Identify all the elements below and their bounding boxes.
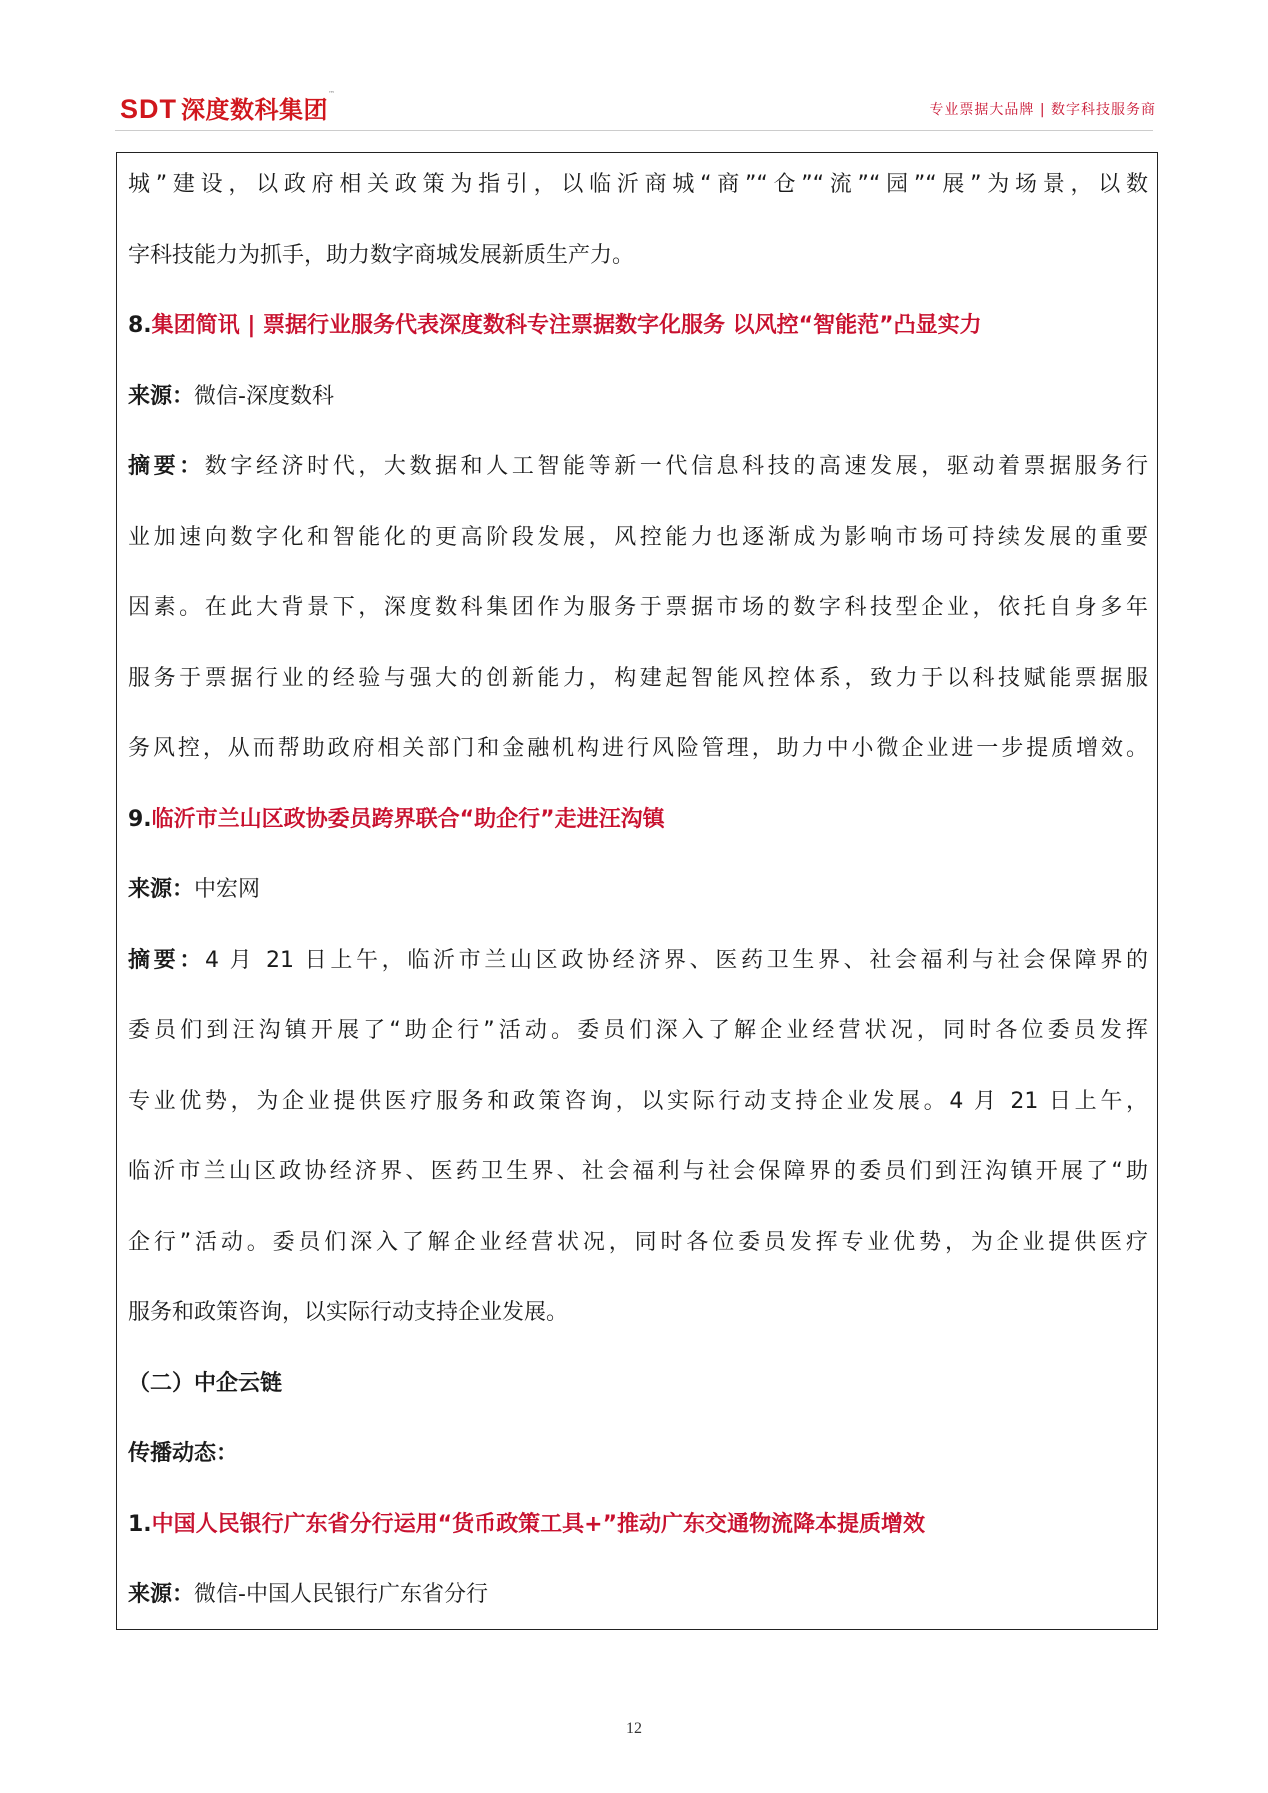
- summary-line: 业加速向数字化和智能化的更高阶段发展，风控能力也逐渐成为影响市场可持续发展的重要: [128, 524, 1148, 550]
- summary-line: 委员们到汪沟镇开展了“助企行”活动。委员们深入了解企业经营状况，同时各位委员发挥: [128, 1018, 1148, 1043]
- source-label: 来源：: [128, 1582, 195, 1607]
- source-line: [128, 1560, 1148, 1631]
- header-tagline: 专业票据大品牌 | 数字科技服务商: [929, 102, 1156, 118]
- source-label: 来源：: [128, 877, 195, 902]
- summary-label: 摘要：: [128, 947, 206, 973]
- summary-line: 企行”活动。委员们深入了解企业经营状况，同时各位委员发挥专业优势，为企业提供医疗: [128, 1229, 1148, 1255]
- item-number: 9.: [128, 806, 152, 832]
- summary-line: 务风控，从而帮助政府相关部门和金融机构进行风险管理，助力中小微企业进一步提质增效。: [128, 736, 1148, 761]
- document-body: [128, 150, 1148, 1631]
- section-heading: （二）中企云链: [128, 1370, 283, 1396]
- news-item-1-heading: [128, 1490, 1148, 1561]
- news-title-link[interactable]: 中国人民银行广东省分行运用“货币政策工具+”推动广东交通物流降本提质增效: [151, 1511, 926, 1537]
- header-divider: [115, 130, 1153, 131]
- source-value: 中宏网: [194, 877, 261, 902]
- paragraph-line: 城”建设，以政府相关政策为指引，以临沂商城“商”“仓”“流”“园”“展”为场景，以数: [128, 172, 1148, 197]
- source-line: [128, 362, 1148, 433]
- paragraph-line: 字科技能力为抓手，助力数字商城发展新质生产力。: [128, 242, 635, 268]
- sdt-logo: [120, 90, 336, 125]
- summary-text: 4 月 21 日上午，临沂市兰山区政协经济界、医药卫生界、社会福利与社会保障界的: [205, 947, 1148, 973]
- page-header: [0, 0, 1268, 130]
- summary-line: 临沂市兰山区政协经济界、医药卫生界、社会福利与社会保障界的委员们到汪沟镇开展了“助: [128, 1159, 1148, 1184]
- news-item-9-heading: [128, 785, 1148, 856]
- page-number: 12: [626, 1720, 642, 1737]
- summary-line: 专业优势，为企业提供医疗服务和政策咨询，以实际行动支持企业发展。4 月 21 日上午，: [128, 1088, 1148, 1114]
- logo-sdt-text: SDT: [120, 94, 177, 124]
- trademark-mark: ™: [328, 90, 336, 98]
- item-number: 8.: [128, 313, 152, 338]
- summary-line: 因素。在此大背景下，深度数科集团作为服务于票据市场的数字科技型企业，依托自身多年: [128, 595, 1148, 620]
- news-title-link[interactable]: 集团简讯 | 票据行业服务代表深度数科专注票据数字化服务 以风控“智能范”凸显实力: [151, 313, 982, 338]
- news-item-8-heading: [128, 291, 1148, 362]
- item-number: 1.: [128, 1511, 152, 1537]
- source-value: 微信-中国人民银行广东省分行: [194, 1582, 488, 1607]
- source-label: 来源：: [128, 383, 195, 409]
- source-line: [128, 855, 1148, 926]
- summary-line: [128, 432, 1148, 503]
- summary-label: 摘要：: [128, 454, 205, 479]
- news-title-link[interactable]: 临沂市兰山区政协委员跨界联合“助企行”走进汪沟镇: [151, 806, 665, 832]
- summary-line: 服务和政策咨询，以实际行动支持企业发展。: [128, 1300, 569, 1325]
- spread-dynamics-label: 传播动态：: [128, 1441, 239, 1466]
- summary-text: 数字经济时代，大数据和人工智能等新一代信息科技的高速发展，驱动着票据服务行: [204, 454, 1148, 479]
- summary-line: [128, 926, 1148, 997]
- source-value: 微信-深度数科: [194, 383, 334, 409]
- logo-company-name: 深度数科集团: [181, 96, 328, 124]
- summary-line: 服务于票据行业的经验与强大的创新能力，构建起智能风控体系，致力于以科技赋能票据服: [128, 665, 1148, 691]
